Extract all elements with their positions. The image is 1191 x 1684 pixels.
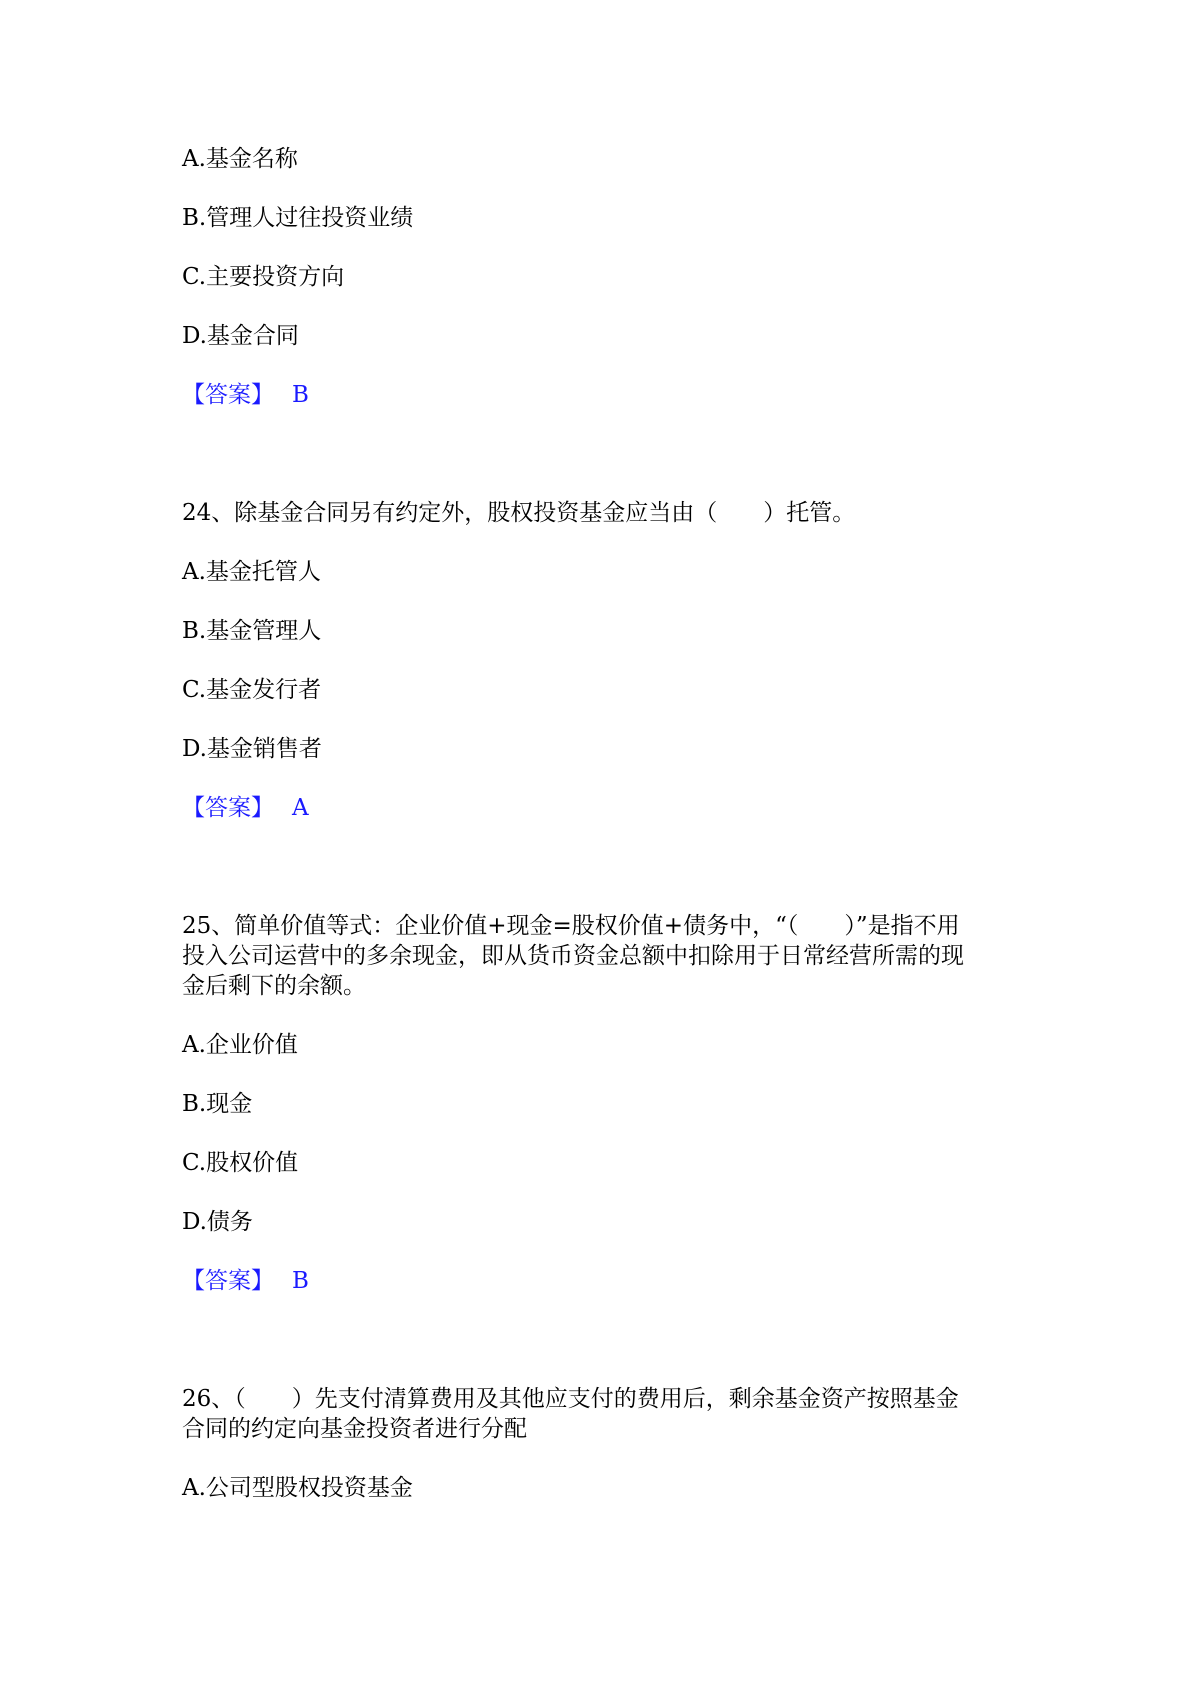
q26-stem-line-1: 26、（ ）先支付清算费用及其他应支付的费用后，剩余基金资产按照基金 [182, 1386, 959, 1412]
q24-answer [182, 793, 309, 823]
q24-option-b: B.基金管理人 [182, 618, 322, 644]
q23-option-d: D.基金合同 [182, 323, 299, 349]
q25-option-b: B.现金 [182, 1091, 253, 1117]
q25-option-d: D.债务 [182, 1209, 253, 1235]
q23-answer [182, 380, 309, 410]
answer-value: A [292, 795, 309, 821]
q24-stem-line-1: 24、除基金合同另有约定外，股权投资基金应当由（ ）托管。 [182, 500, 856, 526]
q24-option-c: C.基金发行者 [182, 677, 322, 703]
q23-option-c: C.主要投资方向 [182, 264, 345, 290]
q25-stem-line-3: 金后剩下的余额。 [182, 973, 366, 999]
q25-option-a: A.企业价值 [182, 1032, 298, 1058]
answer-label: 【答案】 [182, 795, 274, 821]
q24-option-d: D.基金销售者 [182, 736, 322, 762]
q25-answer [182, 1266, 309, 1296]
q25-stem-line-2: 投入公司运营中的多余现金，即从货币资金总额中扣除用于日常经营所需的现 [182, 943, 964, 969]
q25-option-c: C.股权价值 [182, 1150, 299, 1176]
q23-option-b: B.管理人过往投资业绩 [182, 205, 414, 231]
q26-option-a: A.公司型股权投资基金 [182, 1475, 413, 1501]
q24-option-a: A.基金托管人 [182, 559, 321, 585]
q26-stem-line-2: 合同的约定向基金投资者进行分配 [182, 1416, 527, 1442]
answer-label: 【答案】 [182, 1268, 274, 1294]
answer-value: B [292, 382, 309, 408]
q25-stem-line-1: 25、简单价值等式：企业价值+现金=股权价值+债务中，“（ ）”是指不用 [182, 913, 960, 939]
answer-value: B [292, 1268, 309, 1294]
q23-option-a: A.基金名称 [182, 146, 298, 172]
answer-label: 【答案】 [182, 382, 274, 408]
